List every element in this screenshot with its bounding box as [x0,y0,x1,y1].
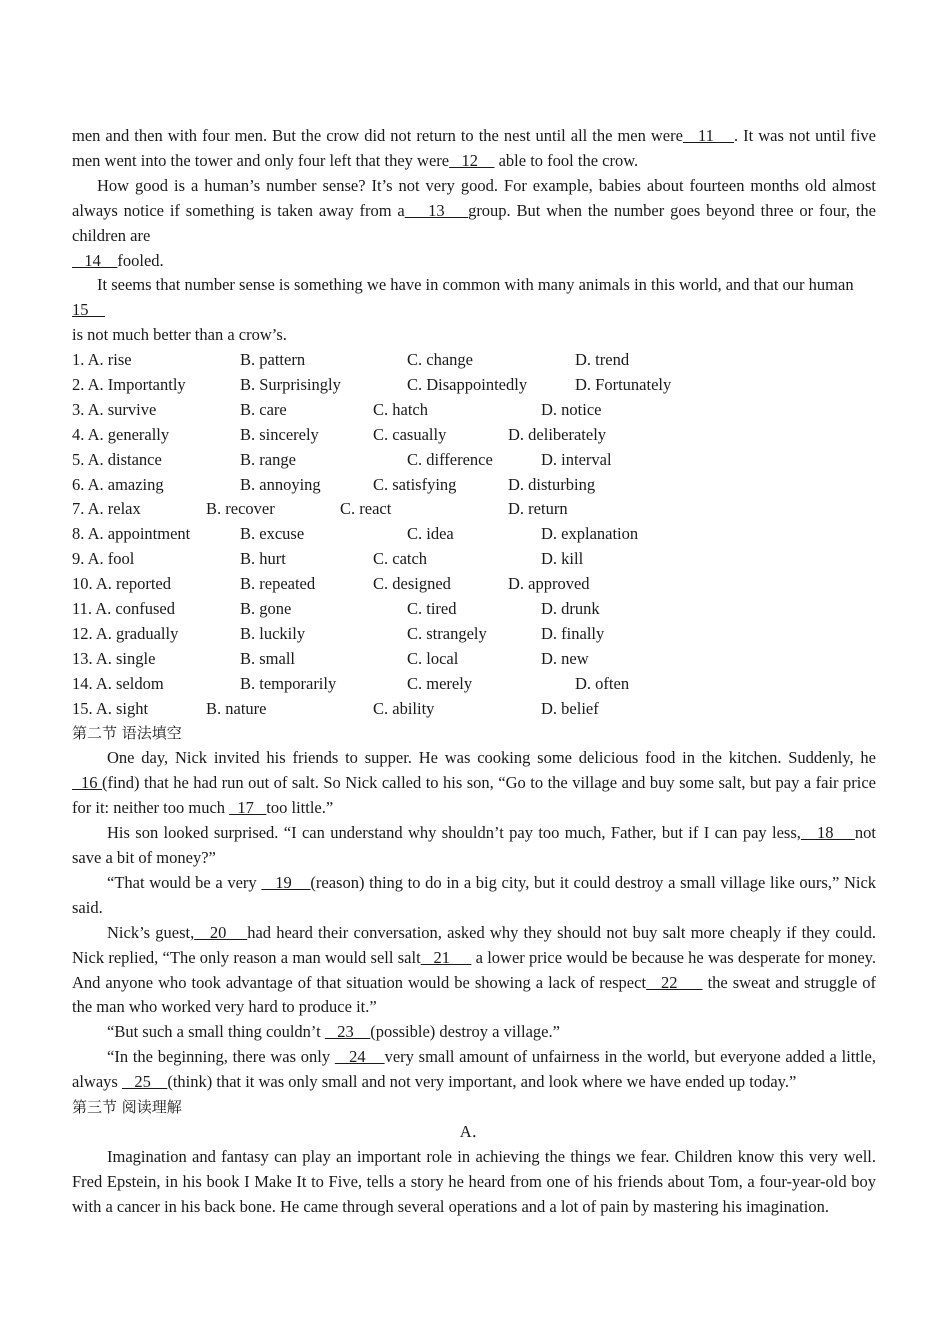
option-row-5 [72,448,876,473]
option-d[interactable]: D. often [575,673,630,693]
blank-19[interactable]: 19 [261,872,311,892]
cloze-line [72,249,876,274]
option-b[interactable]: B. temporarily [240,673,337,693]
option-a[interactable]: 1. A. rise [72,350,132,370]
option-d[interactable]: D. return [508,499,568,519]
option-b[interactable]: B. annoying [240,474,321,494]
blank-14[interactable]: 14 [72,250,118,270]
option-d[interactable]: D. interval [541,449,612,469]
option-a[interactable]: 8. A. appointment [72,524,191,544]
grammar-paragraph-1 [72,746,876,821]
option-row-11 [72,597,876,622]
option-d[interactable]: D. drunk [541,599,600,619]
option-c[interactable]: C. tired [407,599,457,619]
option-c[interactable]: C. catch [373,549,428,569]
option-a[interactable]: 4. A. generally [72,424,170,444]
blank-24[interactable]: 24 [334,1047,385,1067]
option-a[interactable]: 7. A. relax [72,499,141,519]
option-c[interactable]: C. Disappointedly [407,375,528,394]
reading-paragraph-1: Imagination and fantasy can play an important role in achieving the things we fear. Children know this very well. Fred Epstein, in his book I Make It to Five, tells a story he heard from one of his friends about Tom, a four-year-old boy with a cancer in his back bone. He came through several operations and a lot of pain by mastering his imagination. [72,1146,876,1216]
option-c[interactable]: C. satisfying [373,474,457,494]
blank-13[interactable]: 13 [404,200,469,220]
option-b[interactable]: B. gone [240,599,292,619]
option-b[interactable]: B. sincerely [240,424,319,444]
grammar-paragraph-6 [72,1045,876,1095]
option-a[interactable]: 10. A. reported [72,574,171,594]
text: (reason) thing to do in a big city, but it could destroy a small village like ours,” Nick said. [72,872,877,917]
option-c[interactable]: C. designed [373,574,451,594]
option-d[interactable]: D. kill [541,549,584,569]
option-b[interactable]: B. luckily [240,623,306,643]
blank-11[interactable]: 11 [682,126,735,145]
option-c[interactable]: C. change [407,350,473,370]
option-d[interactable]: D. deliberately [508,424,607,444]
blank-22[interactable]: 22 [646,972,703,992]
option-c[interactable]: C. difference [407,449,493,469]
options-list [72,348,876,721]
option-row-6 [72,473,876,498]
option-row-12 [72,622,876,647]
cloze-paragraph-3 [72,273,876,298]
text: the sweat and struggle of the man who worked very hard to produce it.” [72,972,877,1017]
text: too little.” [266,798,334,818]
cloze-paragraph-2 [72,174,876,249]
blank-25[interactable]: 25 [121,1072,168,1092]
option-a[interactable]: 5. A. distance [72,449,162,469]
option-d[interactable]: D. explanation [541,524,639,544]
option-b[interactable]: B. nature [206,698,267,718]
text: (think) that it was only small and not very important, and look where we have ended up today.” [167,1072,797,1092]
text: (possible) destroy a village.” [370,1022,560,1042]
text: It seems that number sense is something we have in common with many animals in this world, and that our human [97,275,854,295]
text: How good is a human’s number sense? It’s not very good. For example, babies about fourteen months old almost always notice if something is taken away from a [72,175,876,220]
option-c[interactable]: C. merely [407,673,473,693]
blank-15[interactable]: 15 [72,300,105,320]
text: men and then with four men. But the crow did not return to the nest until all the men were [72,126,683,145]
blank-20[interactable]: 20 [194,922,248,942]
cloze-line [72,298,876,323]
option-c[interactable]: C. hatch [373,399,428,419]
grammar-paragraph-3 [72,871,876,921]
option-b[interactable]: B. range [240,449,296,469]
text: . It was not until five men went into the tower and only four left that they were [72,126,876,170]
option-c[interactable]: C. ability [373,698,435,718]
option-b[interactable]: B. pattern [240,350,306,370]
section-2-heading: 第二节 语法填空 [72,724,182,743]
option-b[interactable]: B. recover [206,499,275,519]
option-row-2 [72,373,876,398]
option-c[interactable]: C. react [340,499,392,519]
text: (find) that he had run out of salt. So Nick called to his son, “Go to the village and buy some salt, but pay a fair price for it: neither too much [72,773,876,818]
blank-17[interactable]: 17 [229,798,267,818]
option-a[interactable]: 2. A. Importantly [72,375,186,394]
grammar-paragraph-5 [72,1020,876,1045]
option-row-8 [72,522,876,547]
option-a[interactable]: 13. A. single [72,648,156,668]
option-a[interactable]: 9. A. fool [72,549,135,569]
text: fooled. [117,250,164,270]
text: Nick’s guest, [107,922,195,942]
option-a[interactable]: 14. A. seldom [72,673,164,693]
option-d[interactable]: D. notice [541,399,602,419]
blank-21[interactable]: 21 [420,947,472,967]
text: “That would be a very [107,872,262,892]
option-c[interactable]: C. idea [407,524,454,544]
option-row-13 [72,647,876,672]
text: a lower price would be because he was desperate for money. And anyone who took advantage of that situation would be showing a lack of respect [72,947,876,992]
option-c[interactable]: C. strangely [407,623,487,643]
text: able to fool the crow. [494,150,639,170]
option-c[interactable]: C. casually [373,424,447,444]
option-c[interactable]: C. local [407,648,459,668]
grammar-paragraph-2 [72,821,876,871]
text: not save a bit of money?” [72,823,876,867]
option-b[interactable]: B. care [240,399,287,419]
option-row-7 [72,497,876,522]
cloze-line: is not much better than a crow’s. [72,325,287,345]
option-b[interactable]: B. Surprisingly [240,375,341,394]
text: “But such a small thing couldn’t [107,1022,325,1042]
text: had heard their conversation, asked why they should not buy salt more cheaply if they could. Nick replied, “The only reason a man would sell salt [72,922,876,967]
option-a[interactable]: 12. A. gradually [72,623,179,643]
option-d[interactable]: D. new [541,648,589,668]
option-d[interactable]: D. disturbing [508,474,596,494]
blank-12[interactable]: 12 [449,150,495,170]
text: His son looked surprised. “I can understand why shouldn’t pay too much, Father, but if I can pay less, [107,823,801,843]
option-row-15 [72,697,876,722]
option-row-10 [72,572,876,597]
option-d[interactable]: D. belief [541,698,599,718]
text: “In the beginning, there was only [107,1047,335,1067]
option-d[interactable]: D. approved [508,574,590,594]
option-b[interactable]: B. small [240,648,296,668]
option-d[interactable]: D. Fortunately [575,375,672,394]
option-d[interactable]: D. trend [575,350,630,370]
option-row-1 [72,348,876,373]
cloze-paragraph-1 [72,124,876,174]
option-b[interactable]: B. repeated [240,574,316,594]
option-row-4 [72,423,876,448]
section-3-heading: 第三节 阅读理解 [72,1098,182,1117]
option-row-9 [72,547,876,572]
option-row-14 [72,672,876,697]
text: One day, Nick invited his friends to supper. He was cooking some delicious food in the kitchen. Suddenly, he [107,748,876,768]
option-a[interactable]: 6. A. amazing [72,474,164,494]
blank-16[interactable]: 16 [72,773,102,793]
option-d[interactable]: D. finally [541,623,605,643]
option-b[interactable]: B. excuse [240,524,305,544]
document-page [72,124,876,1220]
text: group. But when the number goes beyond three or four, the children are [72,200,876,245]
option-a[interactable]: 15. A. sight [72,698,149,718]
grammar-paragraph-4 [72,921,876,1021]
blank-18[interactable]: 18 [800,823,855,843]
option-a[interactable]: 11. A. confused [72,599,175,619]
option-b[interactable]: B. hurt [240,549,286,569]
option-row-3 [72,398,876,423]
option-a[interactable]: 3. A. survive [72,399,157,419]
passage-label: A． [459,1121,489,1141]
text: very small amount of unfairness in the world, but everyone added a little, always [72,1047,876,1092]
blank-23[interactable]: 23 [324,1022,371,1042]
